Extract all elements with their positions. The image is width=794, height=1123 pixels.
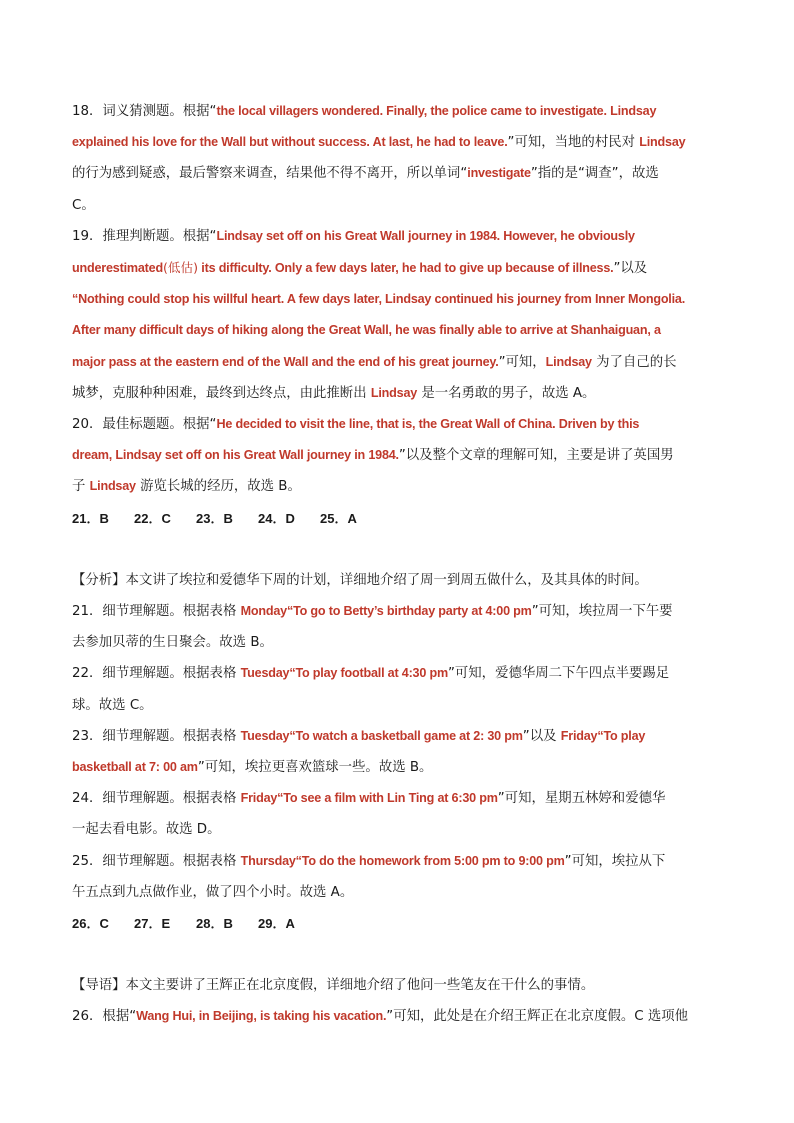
q22-line-1: 22．细节理解题。根据表格 Tuesday“To play football at 4:30 pm”可知，爱德华周二下午四点半要踢足 (72, 666, 670, 682)
spacer (72, 939, 680, 970)
q20-line-2: dream, Lindsay set off on his Great Wall journey in 1984.”以及整个文章的理解可知，主要是讲了英国男 (72, 448, 674, 464)
analysis-heading: 【分析】本文讲了埃拉和爱德华下周的计划，详细地介绍了周一到周五做什么，及其具体的时间。 (72, 572, 648, 588)
answer-item: 23．B (196, 510, 233, 526)
answer-item: 28．B (196, 916, 233, 932)
answer-item: 25．A (320, 510, 357, 526)
document-page (72, 96, 689, 1033)
answer-item: 27．E (134, 916, 171, 932)
q18-line-1: 18．词义猜测题。根据“the local villagers wondered. Finally, the police came to investigate. Lindsay (72, 104, 657, 119)
answer-item: 26．C (72, 916, 109, 932)
answer-item: 22．C (134, 510, 171, 526)
q18-line-4: C。 (72, 197, 95, 213)
q21-line-1: 21．细节理解题。根据表格 Monday“To go to Betty’s birthday party at 4:00 pm”可知，埃拉周一下午要 (72, 604, 673, 620)
q23-line-1: 23．细节理解题。根据表格 Tuesday“To watch a basketball game at 2: 30 pm”以及 Friday“To play (72, 728, 646, 744)
q22-line-2: 球。故选 C。 (72, 697, 153, 713)
q18-line-2: explained his love for the Wall but without success. At last, he had to leave.”可知，当地的村民对 Lindsay (72, 135, 686, 151)
q20-line-3: 子 Lindsay 游览长城的经历，故选 B。 (72, 479, 301, 495)
answer-item: 29．A (258, 916, 295, 932)
q20-line-1: 20．最佳标题题。根据“He decided to visit the line, that is, the Great Wall of China. Driven by this (72, 417, 640, 433)
q21-line-2: 去参加贝蒂的生日聚会。故选 B。 (72, 635, 273, 651)
q26-line-1: 26．根据“Wang Hui, in Beijing, is taking his vacation.”可知，此处是在介绍王辉正在北京度假。C 选项他 (72, 1009, 689, 1025)
answers-21-25 (72, 503, 680, 534)
q24-line-1: 24．细节理解题。根据表格 Friday“To see a film with Lin Ting at 6:30 pm”可知，星期五林婷和爱德华 (72, 791, 666, 807)
q23-line-2: basketball at 7: 00 am”可知，埃拉更喜欢篮球一些。故选 B。 (72, 760, 433, 776)
q19-line-5: major pass at the eastern end of the Wall and the end of his great journey.”可知，Lindsay 为了自己的长 (72, 354, 677, 370)
spacer (72, 534, 680, 565)
q19-line-4: After many difficult days of hiking along the Great Wall, he was finally able to arrive at Shanhaiguan, a (72, 323, 661, 338)
q19-line-6: 城梦，克服种种困难，最终到达终点，由此推断出 Lindsay 是一名勇敢的男子，故选 A。 (72, 385, 596, 401)
answers-26-29 (72, 908, 680, 939)
q18-line-3: 的行为感到疑惑，最后警察来调查，结果他不得不离开，所以单词“investigate”指的是“调查”，故选 (72, 166, 659, 182)
q19-line-2: underestimated(低估) its difficulty. Only a few days later, he had to give up because of illness.”以及 (72, 260, 648, 277)
answer-item: 24．D (258, 510, 295, 526)
q19-line-3: “Nothing could stop his willful heart. A few days later, Lindsay continued his journey from Inner Mongolia. (72, 292, 686, 307)
q25-line-1: 25．细节理解题。根据表格 Thursday“To do the homework from 5:00 pm to 9:00 pm”可知，埃拉从下 (72, 853, 666, 869)
q24-line-2: 一起去看电影。故选 D。 (72, 822, 221, 838)
q25-line-2: 午五点到九点做作业，做了四个小时。故选 A。 (72, 884, 354, 900)
answer-item: 21．B (72, 510, 109, 526)
guide-heading: 【导语】本文主要讲了王辉正在北京度假，详细地介绍了他问一些笔友在干什么的事情。 (72, 978, 595, 994)
q19-line-1: 19．推理判断题。根据“Lindsay set off on his Great Wall journey in 1984. However, he obviously (72, 228, 635, 244)
